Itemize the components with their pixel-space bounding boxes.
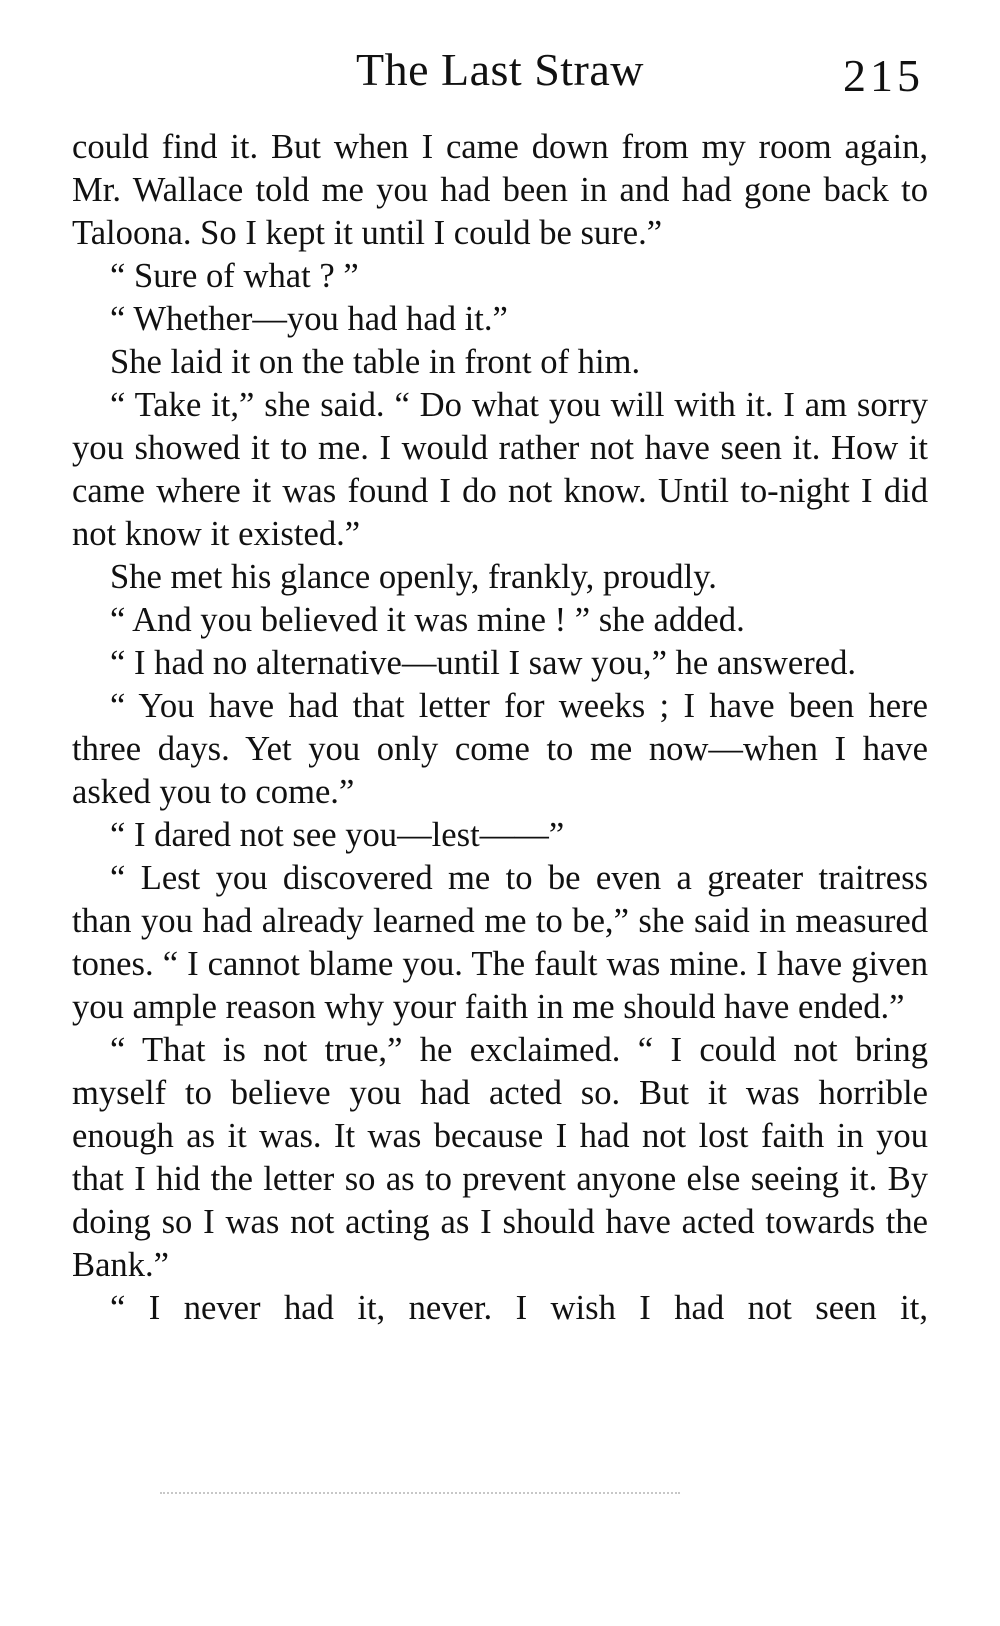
paragraph-6: She met his glance openly, frankly, proudly. bbox=[110, 558, 717, 596]
paragraph-11: “ Lest you discovered me to be even a greater traitress than you had already learned me to be,” she said in measured tones. “ I cannot blame you. The fault was mine. I have given you ample reason why your faith in me should have ended.” bbox=[72, 859, 928, 1026]
page-number: 215 bbox=[843, 50, 924, 101]
cut-off-line-fragment bbox=[160, 1492, 680, 1500]
page-header bbox=[72, 40, 928, 126]
paragraph-3: “ Whether—you had had it.” bbox=[110, 300, 508, 338]
paragraph-2: “ Sure of what ? ” bbox=[110, 257, 359, 295]
paragraph-10: “ I dared not see you—lest——” bbox=[110, 816, 565, 854]
body-text bbox=[72, 126, 928, 1330]
paragraph-5: “ Take it,” she said. “ Do what you will with it. I am sorry you showed it to me. I would rather not have seen it. How it came where it was found I do not know. Until to-night I did not know it existed.” bbox=[72, 386, 928, 553]
paragraph-8: “ I had no alternative—until I saw you,” he answered. bbox=[110, 644, 857, 682]
paragraph-7: “ And you believed it was mine ! ” she added. bbox=[110, 601, 745, 639]
paragraph-9: “ You have had that letter for weeks ; I have been here three days. Yet you only come to me now—when I have asked you to come.” bbox=[72, 687, 928, 811]
running-title: The Last Straw bbox=[355, 44, 645, 95]
book-page bbox=[72, 40, 928, 1330]
paragraph-12: “ That is not true,” he exclaimed. “ I could not bring myself to believe you had acted so. But it was horrible enough as it was. It was because I had not lost faith in you that I hid the letter so as to prevent anyone else seeing it. By doing so I was not acting as I should have acted towards the Bank.” bbox=[72, 1031, 928, 1284]
paragraph-1: could find it. But when I came down from my room again, Mr. Wallace told me you had been in and had gone back to Taloona. So I kept it until I could be sure.” bbox=[72, 128, 928, 252]
paragraph-13: “ I never had it, never. I wish I had not seen it, bbox=[110, 1289, 928, 1327]
paragraph-4: She laid it on the table in front of him. bbox=[110, 343, 641, 381]
